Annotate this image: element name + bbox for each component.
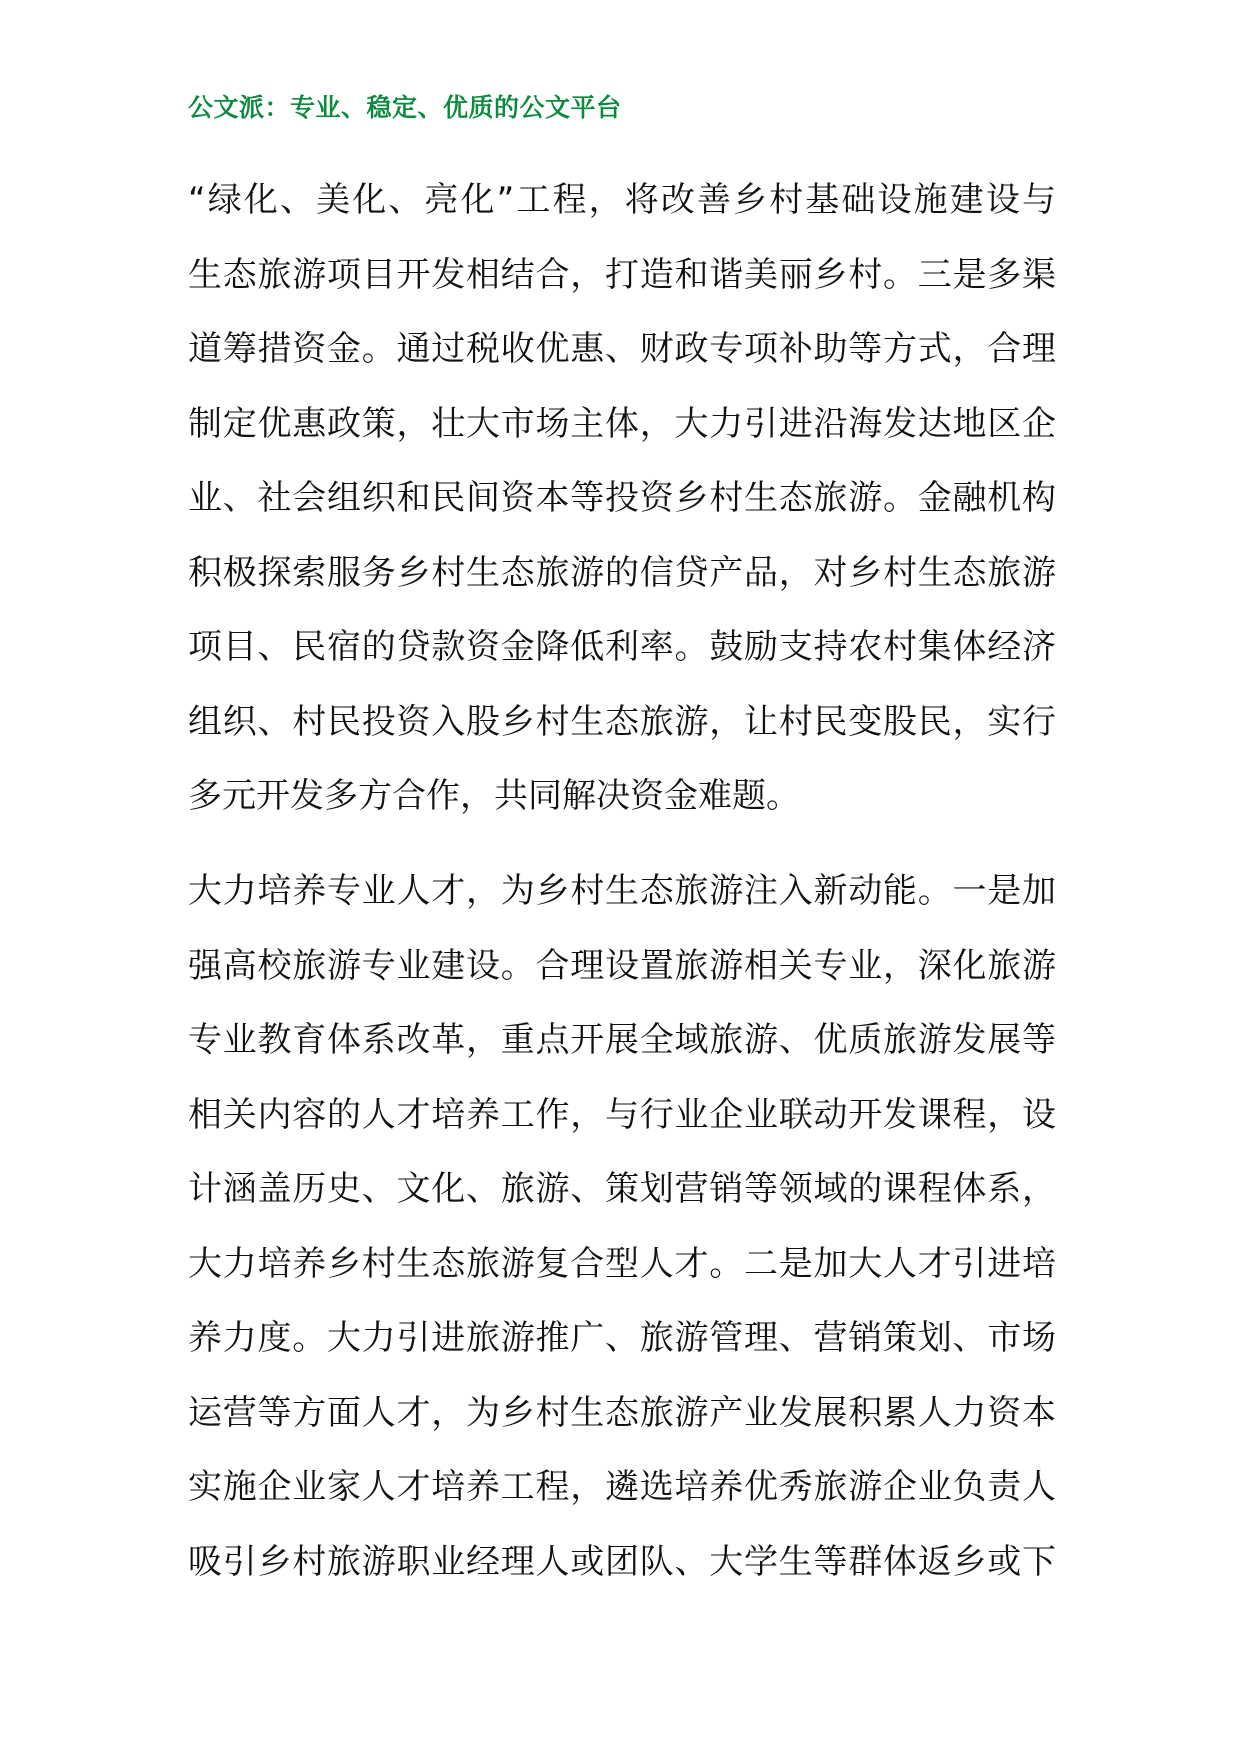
paragraph-line: 强高校旅游专业建设。合理设置旅游相关专业，深化旅游 [188, 945, 1056, 986]
paragraph-line: 道筹措资金。通过税收优惠、财政专项补助等方式，合理 [188, 329, 1056, 369]
paragraph-line: 养力度。大力引进旅游推广、旅游管理、营销策划、市场 [188, 1318, 1056, 1358]
paragraph-line: 多元开发多方合作，共同解决资金难题。 [188, 776, 800, 816]
paragraph-line: 吸引乡村旅游职业经理人或团队、大学生等群体返乡或下 [188, 1541, 1056, 1582]
paragraph-2 [188, 854, 1056, 1599]
paragraph-line: 组织、村民投资入股乡村生态旅游，让村民变股民，实行 [188, 701, 1056, 742]
paragraph-line: “绿化、美化、亮化”工程，将改善乡村基础设施建设与 [188, 180, 1056, 220]
paragraph-1 [188, 163, 1056, 834]
paragraph-line: 运营等方面人才，为乡村生态旅游产业发展积累人力资本 [188, 1392, 1056, 1433]
paragraph-line: 业、社会组织和民间资本等投资乡村生态旅游。金融机构 [188, 478, 1056, 518]
paragraph-line: 项目、民宿的贷款资金降低利率。鼓励支持农村集体经济 [188, 627, 1056, 667]
paragraph-line: 积极探索服务乡村生态旅游的信贷产品，对乡村生态旅游 [188, 552, 1056, 593]
paragraph-line: 生态旅游项目开发相结合，打造和谐美丽乡村。三是多渠 [188, 254, 1056, 295]
paragraph-line: 大力培养乡村生态旅游复合型人才。二是加大人才引进培 [188, 1243, 1056, 1284]
paragraph-line: 专业教育体系改革，重点开展全域旅游、优质旅游发展等 [188, 1020, 1056, 1060]
document-header: 公文派：专业、稳定、优质的公文平台 [188, 93, 622, 122]
paragraph-line: 相关内容的人才培养工作，与行业企业联动开发课程，设 [188, 1094, 1056, 1135]
paragraph-line: 大力培养专业人才，为乡村生态旅游注入新动能。一是加 [188, 871, 1056, 911]
paragraph-line: 制定优惠政策，壮大市场主体，大力引进沿海发达地区企 [188, 403, 1056, 444]
paragraph-line: 计涵盖历史、文化、旅游、策划营销等领域的课程体系， [188, 1169, 1056, 1209]
paragraph-line: 实施企业家人才培养工程，遴选培养优秀旅游企业负责人 [188, 1467, 1056, 1507]
